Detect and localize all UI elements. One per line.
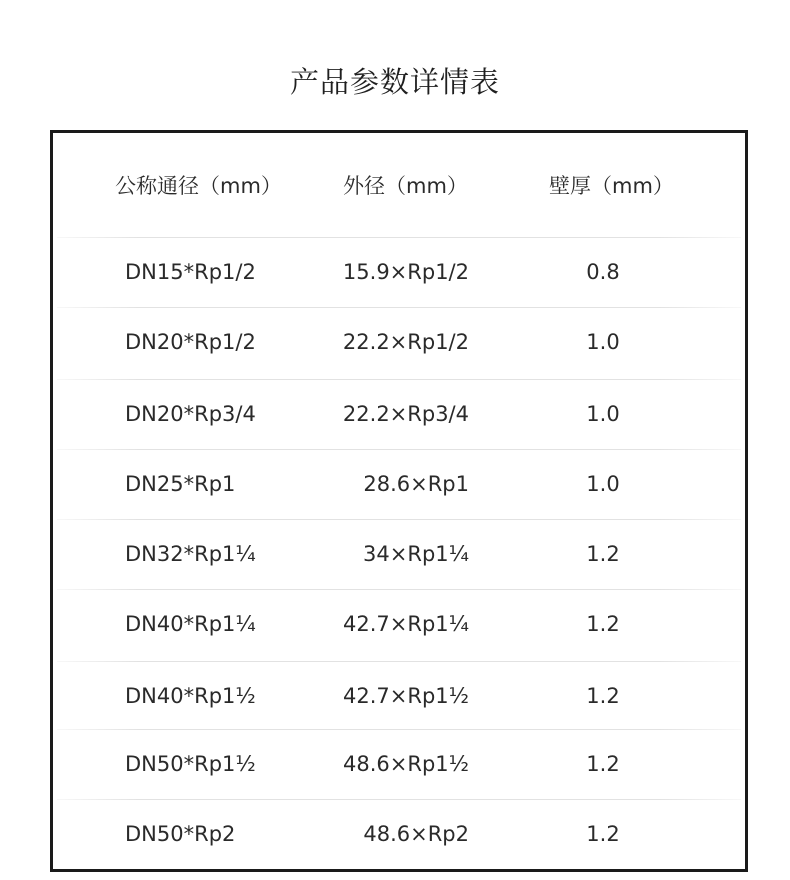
cell-nominal: DN25*Rp1 [125,472,236,496]
table-row [53,307,745,377]
cell-outer: 48.6×Rp2 [363,822,469,846]
table-row [53,519,745,589]
table-row [53,661,745,731]
cell-nominal: DN20*Rp1/2 [125,330,256,354]
cell-nominal: DN50*Rp1½ [125,752,256,776]
cell-nominal: DN50*Rp2 [125,822,236,846]
cell-nominal: DN40*Rp1¼ [125,612,256,636]
cell-wall: 1.2 [586,684,620,708]
cell-wall: 1.2 [586,752,620,776]
cell-wall: 1.2 [586,822,620,846]
table-header-row [53,133,745,237]
cell-outer: 22.2×Rp1/2 [342,330,469,354]
header-nominal-diameter: 公称通径（mm） [115,174,282,198]
table-row [53,237,745,307]
table-row [53,799,745,869]
table-row [53,449,745,519]
table-row [53,589,745,659]
cell-nominal: DN15*Rp1/2 [125,260,256,284]
cell-nominal: DN40*Rp1½ [125,684,256,708]
cell-wall: 1.0 [586,472,620,496]
cell-outer: 48.6×Rp1½ [343,752,469,776]
cell-outer: 42.7×Rp1¼ [343,612,469,636]
header-outer-diameter: 外径（mm） [343,174,468,198]
table-row [53,379,745,449]
cell-wall: 1.2 [586,542,620,566]
cell-wall: 1.2 [586,612,620,636]
header-wall-thickness: 壁厚（mm） [549,174,674,198]
cell-outer: 28.6×Rp1 [363,472,469,496]
table-row [53,729,745,799]
cell-nominal: DN32*Rp1¼ [125,542,256,566]
cell-wall: 1.0 [586,402,620,426]
cell-outer: 15.9×Rp1/2 [342,260,469,284]
cell-wall: 0.8 [586,260,620,284]
cell-nominal: DN20*Rp3/4 [125,402,256,426]
cell-outer: 34×Rp1¼ [363,542,469,566]
cell-wall: 1.0 [586,330,620,354]
spec-table [50,130,748,872]
cell-outer: 42.7×Rp1½ [343,684,469,708]
page-title: 产品参数详情表 [289,65,500,99]
cell-outer: 22.2×Rp3/4 [342,402,469,426]
